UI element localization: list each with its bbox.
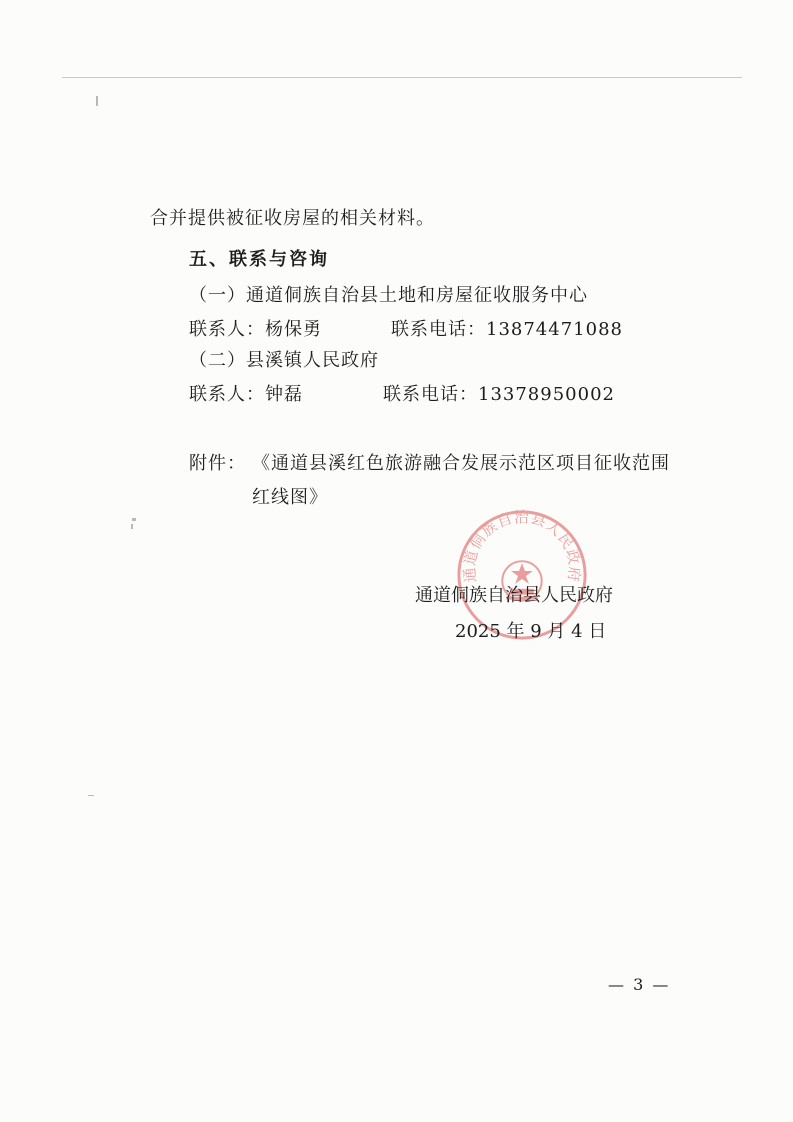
section-heading-contact: 五、联系与咨询	[189, 249, 329, 270]
contact1-phone-row	[391, 318, 623, 342]
attachment-title-line2: 红线图》	[252, 487, 328, 508]
contact1-person-label: 联系人：	[189, 319, 265, 340]
attachment-title-line1: 《通道县溪红色旅游融合发展示范区项目征收范围	[252, 453, 670, 474]
contact1-phone-number: 13874471088	[486, 319, 623, 340]
contact2-person-row	[189, 383, 303, 407]
contact2-phone-label: 联系电话：	[383, 384, 478, 405]
scan-speck	[131, 524, 133, 529]
contact1-person-name: 杨保勇	[265, 319, 322, 340]
page-number: — 3 —	[608, 975, 671, 994]
contact1-org: （一）通道侗族自治县土地和房屋征收服务中心	[189, 285, 588, 306]
scan-speck	[132, 518, 136, 521]
attachment-label: 附件：	[189, 453, 246, 474]
issuer-name: 通道侗族自治县人民政府	[415, 585, 613, 606]
issue-date: 2025 年 9 月 4 日	[455, 621, 607, 642]
contact1-person-row	[189, 318, 322, 342]
contact2-person-name: 钟磊	[265, 384, 303, 405]
scan-speck	[96, 96, 98, 106]
seal-text: 通道侗族自治县人民政府	[461, 509, 583, 584]
contact2-org: （二）县溪镇人民政府	[189, 350, 379, 371]
body-line-continuation: 合并提供被征收房屋的相关材料。	[150, 208, 435, 229]
contact1-phone-label: 联系电话：	[391, 319, 486, 340]
contact2-person-label: 联系人：	[189, 384, 265, 405]
contact2-phone-row	[383, 383, 615, 407]
contact2-phone-number: 13378950002	[478, 384, 615, 405]
scan-speck	[88, 795, 94, 796]
header-rule	[62, 77, 742, 78]
